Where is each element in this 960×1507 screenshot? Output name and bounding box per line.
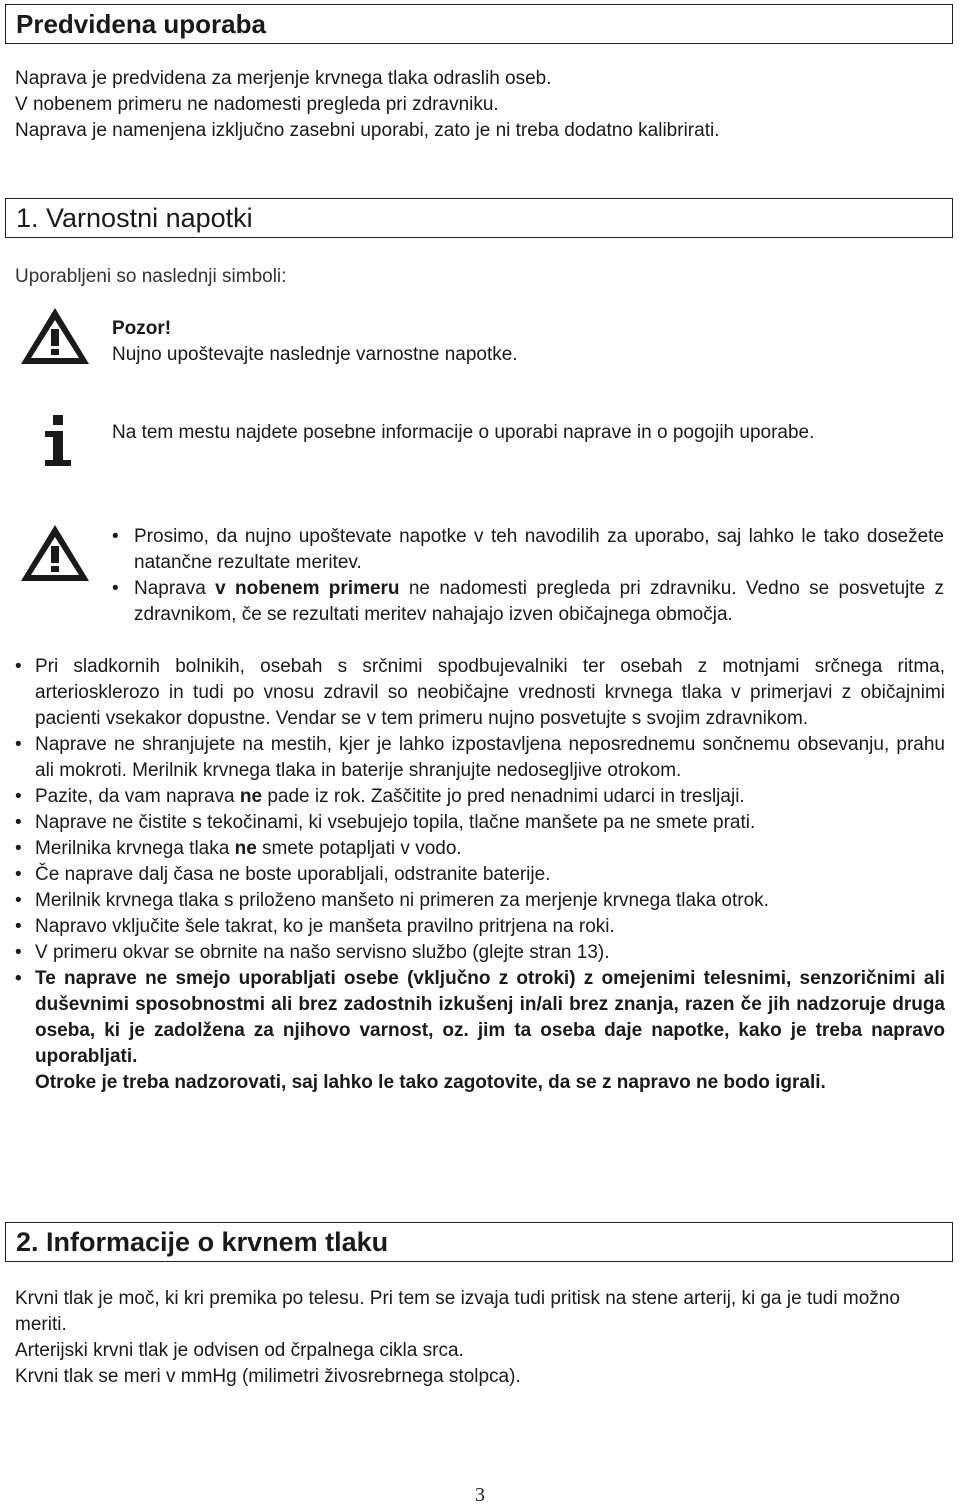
- list-item: [112, 524, 944, 576]
- list-item-text: Naprave ne shranjujete na mestih, kjer je lahko izpostavljena neposrednemu sončnemu obsevanju, prahu ali mokroti. Merilnik krvnega tlaka in baterije shranjujte nedosegljive otrokom.: [35, 734, 945, 781]
- warning-triangle-icon: [18, 305, 92, 367]
- page-number: 3: [475, 1484, 485, 1506]
- text-line: Krvni tlak je moč, ki kri premika po telesu. Pri tem se izvaja tudi pritisk na stene arterij, ki ga je tudi možno meriti.: [15, 1288, 900, 1335]
- list-item-text: Otroke je treba nadzorovati, saj lahko le tako zagotovite, da se z napravo ne bodo igrali.: [35, 1072, 826, 1093]
- info-icon: [42, 414, 74, 468]
- emphasis-text: ne: [234, 838, 257, 859]
- text-line: Naprava je predvidena za merjenje krvnega tlaka odraslih oseb.: [15, 68, 552, 89]
- emphasis-text: ne: [239, 786, 263, 807]
- list-item: [15, 914, 945, 940]
- list-item-text: Merilnika krvnega tlaka: [35, 838, 235, 859]
- list-item: [15, 836, 945, 862]
- list-item: [15, 810, 945, 836]
- text-line: V nobenem primeru ne nadomesti pregleda pri zdravniku.: [15, 94, 499, 115]
- bullet: •: [15, 734, 22, 755]
- list-item: [15, 966, 945, 1096]
- list-item-text: Merilnik krvnega tlaka s priloženo manšeto ni primeren za merjenje krvnega tlaka otrok.: [35, 890, 769, 911]
- section-heading-varnostni-napotki: 1. Varnostni napotki: [5, 198, 953, 238]
- list-item-text: V primeru okvar se obrnite na našo servisno službo (glejte stran 13).: [35, 942, 610, 963]
- text-line: Arterijski krvni tlak je odvisen od črpalnega cikla srca.: [15, 1340, 464, 1361]
- list-item-text: Pri sladkornih bolnikih, osebah s srčnimi spodbujevalniki ter osebah z motnjami srčnega ritma, arteriosklerozo in tudi po vnosu zdravil so neobičajne vrednosti krvnega tlaka v primerjavi z običajnimi pacienti vsekakor dopustne. Vendar se v tem primeru nujno posvetujte s svojim zdravnikom.: [35, 656, 945, 729]
- list-item: [15, 654, 945, 732]
- bullet: •: [112, 578, 119, 599]
- section-heading-predvidena-uporaba: Predvidena uporaba: [5, 4, 953, 44]
- list-item: [15, 862, 945, 888]
- warning-description: Nujno upoštevajte naslednje varnostne napotke.: [112, 344, 518, 365]
- list-item-text: Pazite, da vam naprava: [35, 786, 240, 807]
- intended-use-text: [15, 66, 945, 144]
- bullet: •: [15, 812, 22, 833]
- bullet: •: [15, 890, 22, 911]
- bullet: •: [15, 942, 22, 963]
- warning-legend: [112, 316, 518, 368]
- section-heading-informacije-o-krvnem-tlaku: 2. Informacije o krvnem tlaku: [5, 1222, 953, 1262]
- bullet: •: [112, 526, 119, 547]
- list-item-text: Naprava: [134, 578, 216, 599]
- text-line: Naprava je namenjena izključno zasebni uporabi, zato je ni treba dodatno kalibrirati.: [15, 120, 720, 141]
- list-item-text: Če naprave dalj časa ne boste uporabljali, odstranite baterije.: [35, 864, 551, 885]
- warning-title: Pozor!: [112, 318, 172, 339]
- blood-pressure-info-text: [15, 1286, 945, 1390]
- list-item-text: Napravo vključite šele takrat, ko je manšeta pravilno pritrjena na roki.: [35, 916, 615, 937]
- list-item-text: pade iz rok. Zaščitite jo pred nenadnimi udarci in tresljaji.: [262, 786, 745, 807]
- info-legend: Na tem mestu najdete posebne informacije o uporabi naprave in o pogojih uporabe.: [112, 422, 815, 443]
- emphasis-text: v nobenem primeru: [215, 578, 400, 599]
- list-item: [15, 888, 945, 914]
- list-item-text: Prosimo, da nujno upoštevate napotke v teh navodilih za uporabo, saj lahko le tako dosežete natančne rezultate meritev.: [134, 526, 944, 573]
- text-line: Krvni tlak se meri v mmHg (milimetri živosrebrnega stolpca).: [15, 1366, 521, 1387]
- bullet: •: [15, 968, 22, 989]
- list-item: [112, 576, 944, 628]
- list-item: [15, 784, 945, 810]
- bullet: •: [15, 838, 22, 859]
- warning-bullet-list: [112, 524, 944, 628]
- bullet: •: [15, 786, 22, 807]
- warning-triangle-icon: [18, 522, 92, 584]
- bullet: •: [15, 916, 22, 937]
- list-item-text: smete potapljati v vodo.: [256, 838, 462, 859]
- bullet: •: [15, 656, 22, 677]
- bullet: •: [15, 864, 22, 885]
- safety-bullet-list: [15, 654, 945, 1096]
- symbols-intro: Uporabljeni so naslednji simboli:: [15, 266, 287, 287]
- list-item-text: Te naprave ne smejo uporabljati osebe (vključno z otroki) z omejenimi telesnimi, senzoričnimi ali duševnimi sposobnostmi ali brez zadostnih izkušenj in/ali brez znanja, razen če jih nadzoruje druga oseba, ki je zadolžena za njihovo varnost, oz. jim ta oseba daje napotke, kako je treba napravo uporabljati.: [35, 968, 945, 1067]
- list-item-text: ne nadomesti pregleda pri zdravniku. Vedno se posvetujte z zdravnikom, če se rezultati meritev nahajajo izven običajnega območja.: [134, 578, 944, 625]
- list-item: [15, 940, 945, 966]
- list-item: [15, 732, 945, 784]
- list-item-text: Naprave ne čistite s tekočinami, ki vsebujejo topila, tlačne manšete pa ne smete prati.: [35, 812, 756, 833]
